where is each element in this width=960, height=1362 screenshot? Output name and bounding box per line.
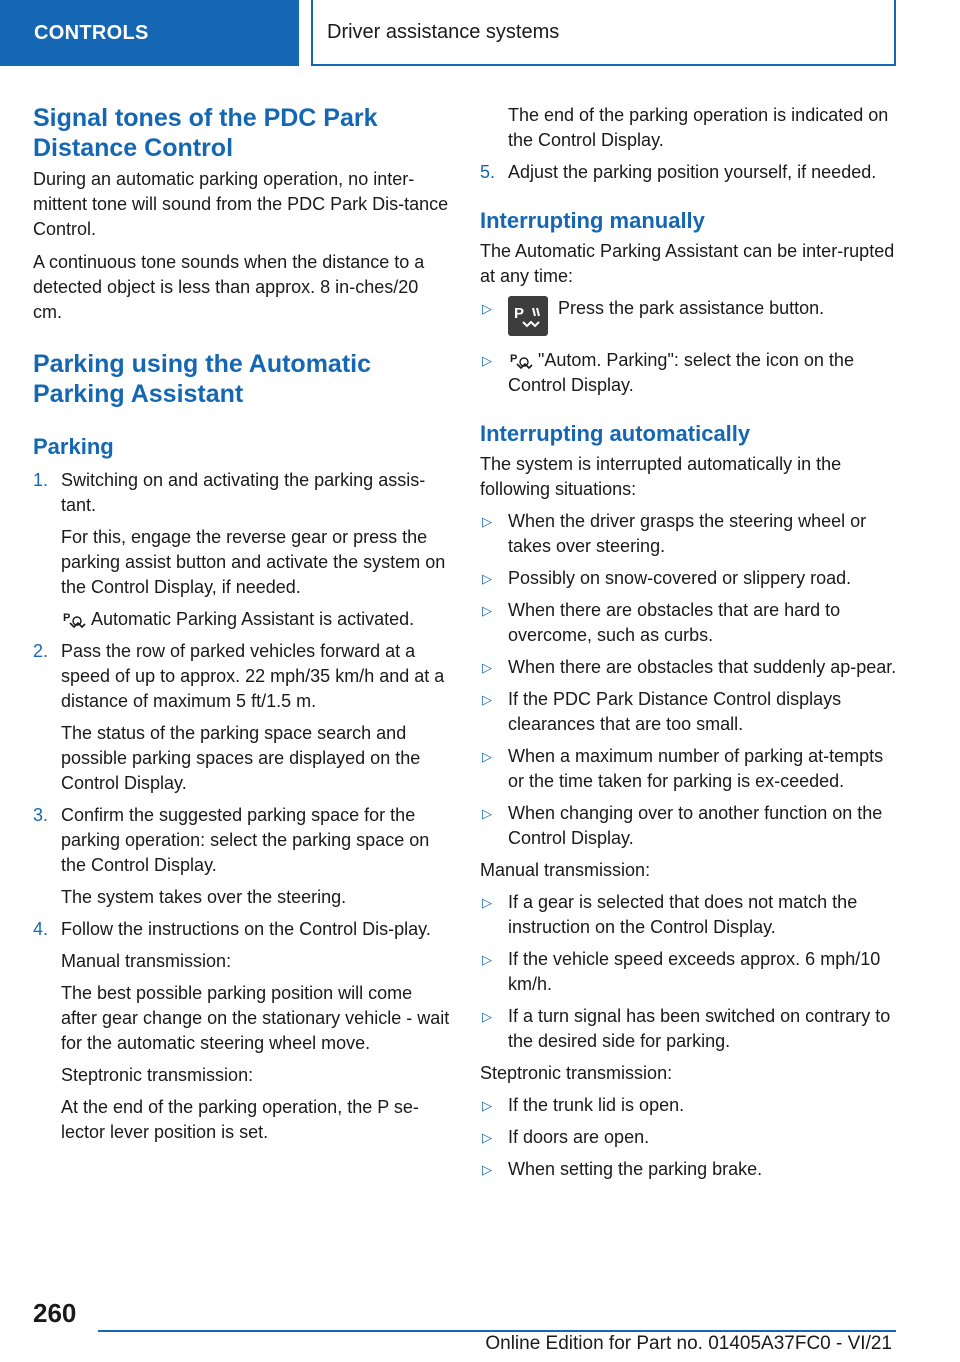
heading-interrupting-automatically: Interrupting automatically xyxy=(480,421,751,446)
bullet-text: When changing over to another function on the Control Display. xyxy=(508,803,883,848)
paragraph: The Automatic Parking Assistant can be inter-rupted at any time: xyxy=(480,241,895,286)
footer-edition: Online Edition for Part no. 01405A37FC0 - VI/21 xyxy=(485,1333,892,1354)
bullet-icon: ▷ xyxy=(482,806,492,821)
step-text: Confirm the suggested parking space for the parking operation: select the parking space on the Control Display. xyxy=(61,805,430,875)
step-text: Switching on and activating the parking assis-tant. xyxy=(61,470,426,515)
page-number: 260 xyxy=(33,1298,77,1328)
paragraph: A continuous tone sounds when the distance to a detected object is less than approx. 8 in-ches/20 cm. xyxy=(33,252,425,322)
parking-assistant-icon xyxy=(61,609,87,631)
list-item xyxy=(480,598,898,648)
bullet-text: If the PDC Park Distance Control displays clearances that are too small. xyxy=(508,689,842,734)
section-title: CONTROLS xyxy=(34,21,149,44)
bullet-text: When there are obstacles that are hard to overcome, such as curbs. xyxy=(508,600,841,645)
step-number: 3. xyxy=(33,805,49,825)
step-detail: The end of the parking operation is indicated on the Control Display. xyxy=(508,105,889,150)
footer-divider xyxy=(98,1330,896,1332)
heading-signal-tones: Signal tones of the PDC Park Distance Control xyxy=(33,104,378,162)
bullet-text: When setting the parking brake. xyxy=(508,1159,763,1179)
bullet-body xyxy=(508,348,898,398)
bullet-icon: ▷ xyxy=(482,895,492,910)
bullet-text: When a maximum number of parking at-tempts or the time taken for parking is ex-ceeded. xyxy=(508,746,884,791)
heading-parking: Parking xyxy=(33,434,114,459)
bullet-icon: ▷ xyxy=(482,749,492,764)
list-item xyxy=(480,687,898,737)
parking-assistant-icon xyxy=(508,350,534,372)
step-number: 2. xyxy=(33,641,49,661)
step-text: Adjust the parking position yourself, if needed. xyxy=(508,162,877,182)
bullet-text: Press the park assistance button. xyxy=(558,298,825,318)
step-text: Pass the row of parked vehicles forward at a speed of up to approx. 22 mph/35 km/h and at a distance of maximum 5 ft/1.5 m. xyxy=(61,641,445,711)
list-item xyxy=(480,744,898,794)
section-tab xyxy=(0,0,299,66)
list-item xyxy=(480,160,898,185)
paragraph: The system is interrupted automatically in the following situations: xyxy=(480,454,842,499)
step-detail: Manual transmission: xyxy=(61,951,232,971)
paragraph: During an automatic parking operation, no inter-mittent tone will sound from the PDC Park Dis-tance Control. xyxy=(33,169,449,239)
paragraph: Steptronic transmission: xyxy=(480,1063,673,1083)
bullet-icon: ▷ xyxy=(482,603,492,618)
svg-text:P: P xyxy=(63,612,71,625)
list-item xyxy=(480,1157,898,1182)
step-detail: The status of the parking space search and possible parking spaces are displayed on the Control Display. xyxy=(61,723,421,793)
bullet-text: When there are obstacles that suddenly ap-pear. xyxy=(508,657,897,677)
list-item xyxy=(480,801,898,851)
bullet-text: If doors are open. xyxy=(508,1127,650,1147)
step-detail-text: Automatic Parking Assistant is activated. xyxy=(91,609,415,629)
bullet-text: If a gear is selected that does not match the instruction on the Control Display. xyxy=(508,892,858,937)
step-detail: The best possible parking position will come after gear change on the stationary vehicle - wait for the automatic steering wheel move. xyxy=(61,983,450,1053)
bullet-icon: ▷ xyxy=(482,571,492,586)
list-item xyxy=(480,890,898,940)
list-item xyxy=(480,947,898,997)
bullet-text: When the driver grasps the steering wheel or takes over steering. xyxy=(508,511,867,556)
step-text: Follow the instructions on the Control Dis-play. xyxy=(61,919,431,939)
bullet-text: If a turn signal has been switched on contrary to the desired side for parking. xyxy=(508,1006,891,1051)
step-detail: Steptronic transmission: xyxy=(61,1065,254,1085)
list-item xyxy=(33,468,451,518)
list-item xyxy=(480,1004,898,1054)
chapter-header xyxy=(311,0,896,66)
step-number: 4. xyxy=(33,919,49,939)
step-detail: At the end of the parking operation, the P se-lector lever position is set. xyxy=(61,1097,419,1142)
left-column xyxy=(33,103,451,1145)
chapter-title: Driver assistance systems xyxy=(327,20,560,43)
paragraph: Manual transmission: xyxy=(480,860,651,880)
list-item xyxy=(480,1125,898,1150)
list-item xyxy=(480,655,898,680)
bullet-icon: ▷ xyxy=(482,660,492,675)
list-item xyxy=(480,509,898,559)
heading-interrupting-manually: Interrupting manually xyxy=(480,208,705,233)
heading-parking-using: Parking using the Automatic Parking Assistant xyxy=(33,350,372,408)
bullet-icon: ▷ xyxy=(482,1009,492,1024)
step-detail-icon-row xyxy=(61,607,451,632)
bullet-text: "Autom. Parking": select the icon on the Control Display. xyxy=(508,350,854,395)
svg-text:P: P xyxy=(510,353,518,366)
list-item xyxy=(480,1093,898,1118)
list-item xyxy=(480,348,898,398)
step-detail: The system takes over the steering. xyxy=(61,887,347,907)
bullet-text: If the trunk lid is open. xyxy=(508,1095,685,1115)
bullet-icon: ▷ xyxy=(482,1162,492,1177)
list-item xyxy=(33,639,451,714)
bullet-icon: ▷ xyxy=(482,1130,492,1145)
step-number: 5. xyxy=(480,162,496,182)
list-item xyxy=(480,296,898,336)
svg-text:P: P xyxy=(514,305,525,322)
bullet-icon: ▷ xyxy=(482,514,492,529)
list-item xyxy=(33,917,451,942)
list-item xyxy=(480,566,898,591)
bullet-text: Possibly on snow-covered or slippery road. xyxy=(508,568,852,588)
step-detail: For this, engage the reverse gear or press the parking assist button and activate the system on the Control Display, if needed. xyxy=(61,527,446,597)
right-column xyxy=(480,103,898,1182)
bullet-icon: ▷ xyxy=(482,353,492,368)
bullet-icon: ▷ xyxy=(482,301,492,316)
list-item xyxy=(33,803,451,878)
bullet-text: If the vehicle speed exceeds approx. 6 mph/10 km/h. xyxy=(508,949,881,994)
park-assistance-button-icon xyxy=(508,296,548,336)
bullet-icon: ▷ xyxy=(482,692,492,707)
bullet-icon: ▷ xyxy=(482,952,492,967)
step-number: 1. xyxy=(33,470,49,490)
bullet-icon: ▷ xyxy=(482,1098,492,1113)
